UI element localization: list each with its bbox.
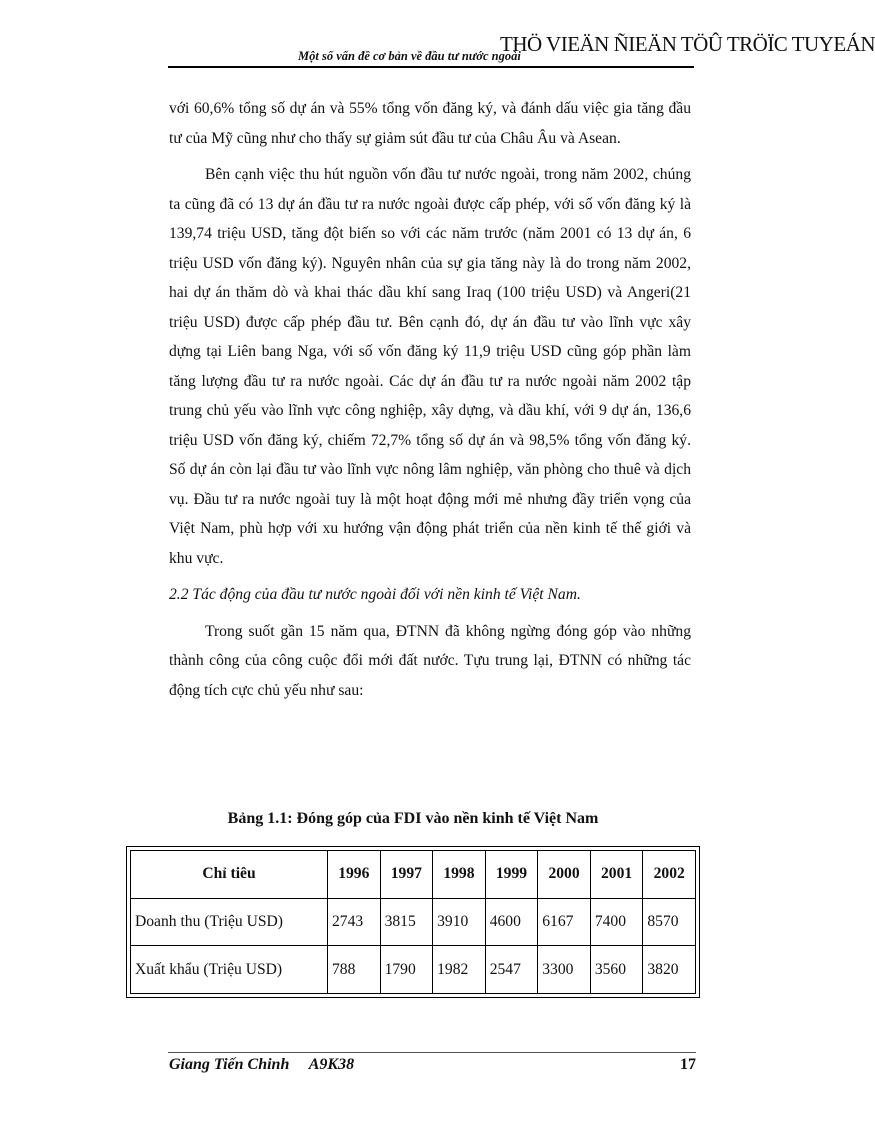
fdi-table-frame [126, 846, 700, 998]
table-cell: 1982 [433, 946, 486, 994]
section-heading: 2.2 Tác động của đầu tư nước ngoài đối với nền kinh tế Việt Nam. [169, 586, 581, 603]
header-cell-year: 2001 [590, 851, 643, 899]
paragraph-foreign-investment: Bên cạnh việc thu hút nguồn vốn đầu tư nước ngoài, trong năm 2002, chúng ta cũng đã có 13 dự án đầu tư ra nước ngoài được cấp phép, với số vốn đăng ký là 139,74 triệu USD, tăng đột biến so với các năm trước (năm 2001 có 13 dự án, 6 triệu USD vốn đăng ký). Nguyên nhân của sự gia tăng này là do trong năm 2002, hai dự án thăm dò và khai thác dầu khí sang Iraq (100 triệu USD) và Angeri(21 triệu USD) được cấp phép đầu tư. Bên cạnh đó, dự án đầu tư vào lĩnh vực xây dựng tại Liên bang Nga, với số vốn đăng ký 11,9 triệu USD cũng góp phần làm tăng lượng đầu tư ra nước ngoài. Các dự án đầu tư ra nước ngoài năm 2002 tập trung chủ yếu vào lĩnh vực công nghiệp, xây dựng, và dầu khí, với 9 dự án, 136,6 triệu USD vốn đăng ký, chiếm 72,7% tổng số dự án và 98,5% tổng vốn đăng ký. Số dự án còn lại đầu tư vào lĩnh vực nông lâm nghiệp, văn phòng cho thuê và dịch vụ. Đầu tư ra nước ngoài tuy là một hoạt động mới mẻ nhưng đầy triển vọng của Việt Nam, phù hợp với xu hướng vận động phát triển của nền kinh tế thế giới và khu vực. [169, 166, 691, 567]
row-label: Doanh thu (Triệu USD) [131, 898, 328, 946]
table-cell: 2547 [485, 946, 538, 994]
footer-rule [168, 1052, 696, 1053]
header-rule [168, 66, 694, 68]
table-cell: 3815 [380, 898, 433, 946]
row-label: Xuất khẩu (Triệu USD) [131, 946, 328, 994]
paragraph-continuation: với 60,6% tổng số dự án và 55% tổng vốn đăng ký, và đánh dấu việc gia tăng đầu tư của Mỹ cũng như cho thấy sự giảm sút đầu tư của Châu Âu và Asean. [169, 100, 691, 147]
table-row [131, 898, 696, 946]
header-cell-year: 2000 [538, 851, 591, 899]
fdi-table [130, 850, 696, 994]
body-text [169, 94, 691, 712]
running-header: Một số vấn đề cơ bản về đầu tư nước ngoài [298, 49, 521, 63]
table-cell: 3910 [433, 898, 486, 946]
watermark-text: THÖ VIEÄN ÑIEÄN TÖÛ TRÖÏC TUYEÁN [500, 32, 875, 56]
header-cell-year: 1999 [485, 851, 538, 899]
table-cell: 788 [328, 946, 381, 994]
table-caption: Bảng 1.1: Đóng góp của FDI vào nền kinh tế Việt Nam [227, 810, 599, 827]
table-cell: 3560 [590, 946, 643, 994]
header-cell-indicator: Chỉ tiêu [131, 851, 328, 899]
table-cell: 3300 [538, 946, 591, 994]
header-cell-year: 1998 [433, 851, 486, 899]
table-header-row [131, 851, 696, 899]
paragraph-fdi-impact: Trong suốt gần 15 năm qua, ĐTNN đã không ngừng đóng góp vào những thành công của công cuộc đổi mới đất nước. Tựu trung lại, ĐTNN có những tác động tích cực chủ yếu như sau: [169, 622, 691, 699]
table-cell: 4600 [485, 898, 538, 946]
table-cell: 1790 [380, 946, 433, 994]
page-number: 17 [680, 1056, 696, 1073]
footer-author: Giang Tiến Chinh A9K38 [169, 1056, 355, 1073]
table-cell: 2743 [328, 898, 381, 946]
table-cell: 3820 [643, 946, 696, 994]
header-cell-year: 1997 [380, 851, 433, 899]
table-cell: 6167 [538, 898, 591, 946]
table-cell: 8570 [643, 898, 696, 946]
header-cell-year: 2002 [643, 851, 696, 899]
table-row [131, 946, 696, 994]
header-cell-year: 1996 [328, 851, 381, 899]
table-cell: 7400 [590, 898, 643, 946]
